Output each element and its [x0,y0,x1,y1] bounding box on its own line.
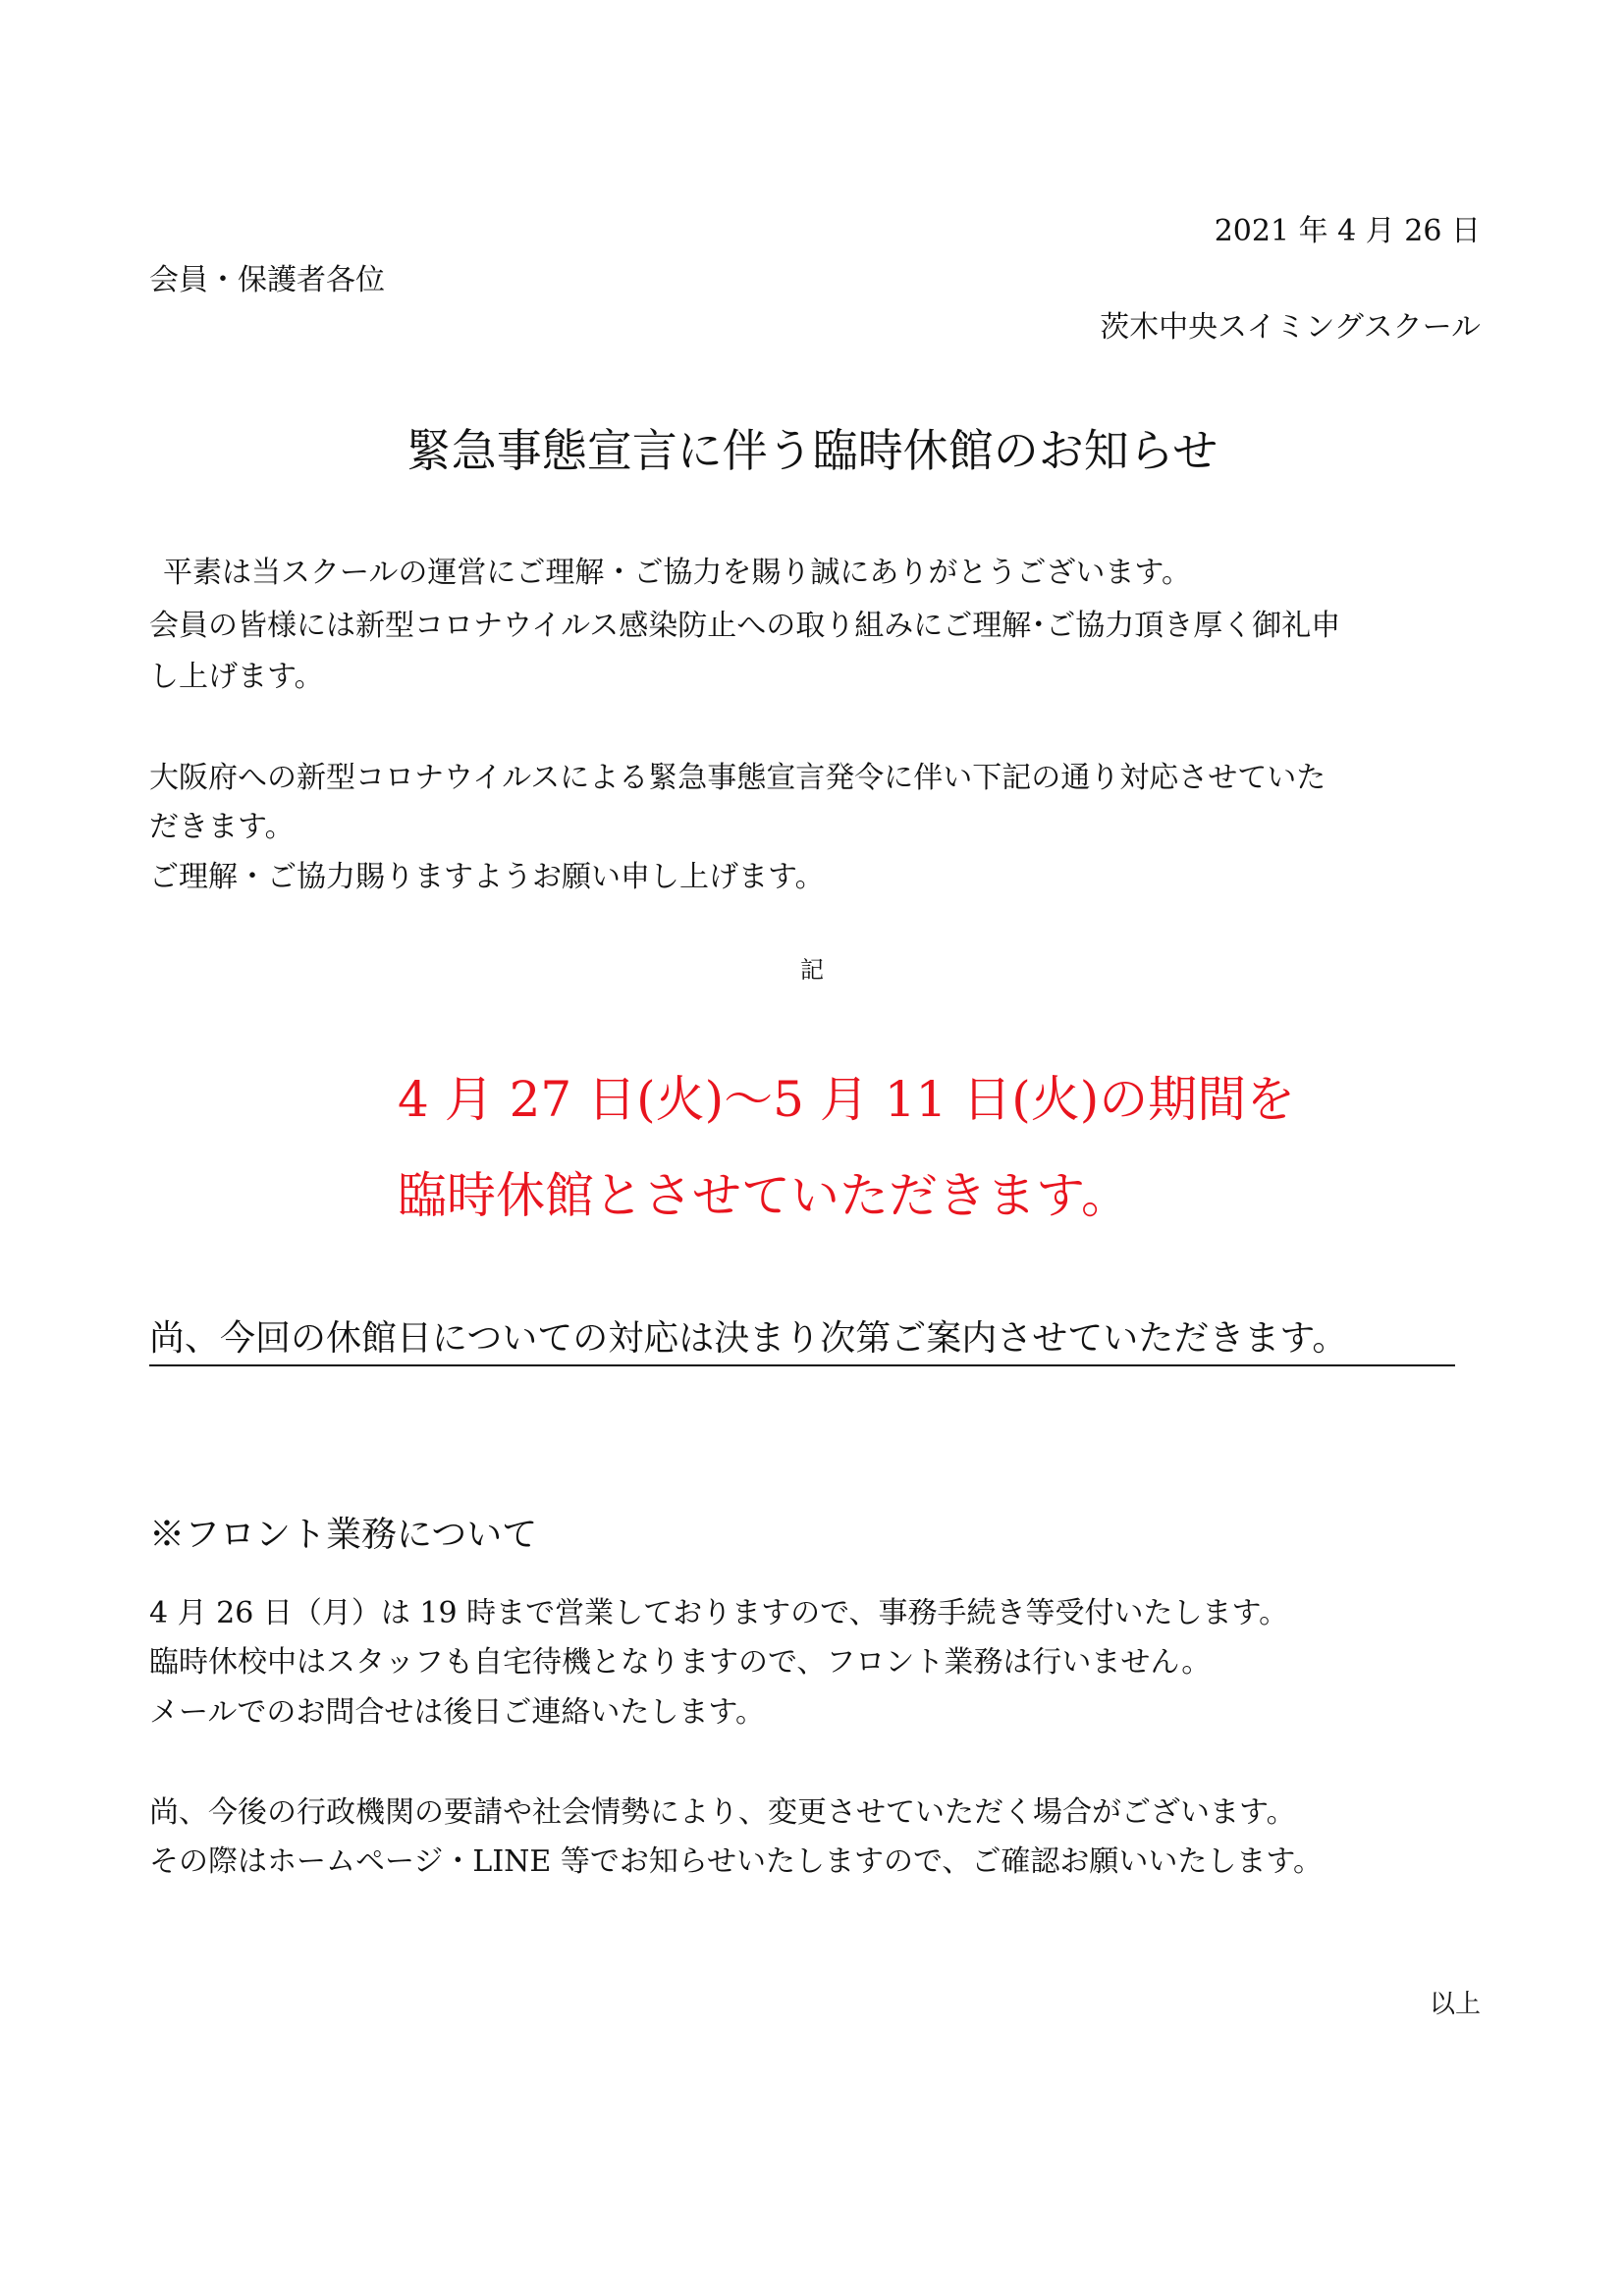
closing-note-line-2: その際はホームページ・LINE 等でお知らせいたしますので、ご確認お願いいたします。 [149,1844,1323,1879]
ki-mark: 記 [800,956,824,984]
underlined-note: 尚、今回の休館日についての対応は決まり次第ご案内させていただきます。 [149,1310,1455,1366]
document-title: 緊急事態宣言に伴う臨時休館のお知らせ [406,424,1218,477]
document-date: 2021 年 4 月 26 日 [1214,214,1481,248]
announcement-line-2: だきます。 [149,810,295,844]
front-desk-line-1: 4 月 26 日（月）は 19 時まで営業しておりますので、事務手続き等受付いたします。 [149,1596,1289,1630]
front-desk-heading: ※フロント業務について [149,1515,538,1555]
greeting-line-1: 平素は当スクールの運営にご理解・ご協力を賜り誠にありがとうございます。 [163,556,1191,590]
greeting-line-2: 会員の皆様には新型コロナウイルス感染防止への取り組みにご理解･ご協力頂き厚く御礼申 [149,609,1341,643]
closure-period: 4 月 27 日(火)～5 月 11 日(火)の期間を [398,1071,1296,1128]
announcement-line-1: 大阪府への新型コロナウイルスによる緊急事態宣言発令に伴い下記の通り対応させていた [149,761,1326,795]
front-desk-line-2: 臨時休校中はスタッフも自宅待機となりますので、フロント業務は行いません。 [149,1645,1212,1680]
sender-name: 茨木中央スイミングスクール [1100,310,1481,345]
closure-statement: 臨時休館とさせていただきます。 [398,1167,1130,1224]
greeting-line-3: し上げます。 [149,660,324,694]
end-mark: 以上 [1429,1990,1481,2019]
announcement-line-3: ご理解・ご協力賜りますようお願い申し上げます。 [149,860,825,894]
front-desk-line-3: メールでのお問合せは後日ご連絡いたします。 [149,1695,765,1730]
closing-note-line-1: 尚、今後の行政機関の要請や社会情勢により、変更させていただく場合がございます。 [149,1795,1296,1830]
recipient-line: 会員・保護者各位 [149,263,385,297]
